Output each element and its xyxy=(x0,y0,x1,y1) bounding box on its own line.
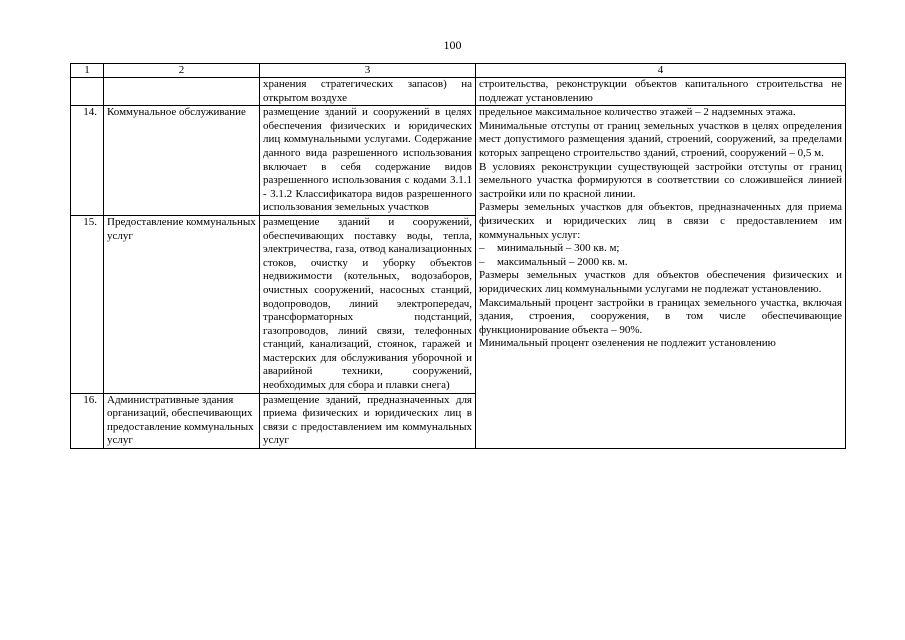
use-description xyxy=(260,106,476,216)
page-number: 100 xyxy=(443,38,462,52)
use-description-text: размещение зданий, предназначенных для приема физических и юридических лиц в связи с предоставлением им коммунальных услуг xyxy=(263,393,472,447)
use-name xyxy=(104,78,260,106)
row-number xyxy=(71,78,104,106)
use-description-text: размещение зданий и сооружений, обеспечивающих поставку воды, тепла, электричества, газа, отвод канализационных стоков, очистку и уборку объектов недвижимости (котельных, водозаборов, очистных сооружений, насосных станций, водопроводов, линий электропередач, трансформаторных подстанций, газопроводов, линий связи, телефонных станций, канализаций, стоянок, гаражей и мастерских для обслуживания уборочной и аварийной техники, сооружений, необходимых для сбора и плавки снега) xyxy=(263,215,472,392)
table-row xyxy=(71,106,846,216)
row-number: 15. xyxy=(71,215,104,393)
use-name: Предоставление коммунальных услуг xyxy=(104,215,260,393)
max-floors-text: предельное максимальное количество этажей – 2 надземных этажа. xyxy=(479,106,796,119)
plot-size-not-set-text: Размеры земельных участков для объектов обеспечения физических и юридических лиц коммунальными услугами не подлежат установлению. xyxy=(479,269,842,295)
use-description xyxy=(260,393,476,448)
use-description-text: размещение зданий и сооружений в целях обеспечения физических и юридических лиц коммунальными услугами. Содержание данного вида разрешенного использования включает в себя содержание видов разрешенного использования с кодами 3.1.1 - 3.1.2 Классификатора видов разрешенного использования земельных участков xyxy=(263,106,472,214)
use-description xyxy=(260,215,476,393)
row-number: 14. xyxy=(71,106,104,216)
use-description: хранения стратегических запасов) на открытом воздухе xyxy=(260,78,476,106)
use-name: Административные здания организаций, обеспечивающих предоставление коммунальных услуг xyxy=(104,393,260,448)
header-cell-4: 4 xyxy=(476,64,846,78)
row-number: 16. xyxy=(71,393,104,448)
min-greenery-text: Минимальный процент озеленения не подлежит установлению xyxy=(479,337,776,350)
min-setback-text: Минимальные отступы от границ земельных участков в целях определения мест допустимого размещения зданий, строений, сооружений, за пределами которых запрещено строительство зданий, строений, сооружений – 0,5 м. xyxy=(479,119,842,159)
use-parameters xyxy=(476,106,846,449)
dash-marker: – xyxy=(479,242,485,255)
permitted-use-table xyxy=(70,63,846,449)
header-cell-1: 1 xyxy=(71,64,104,78)
use-parameters: строительства, реконструкции объектов капитального строительства не подлежат установлению xyxy=(476,78,846,106)
use-name: Коммунальное обслуживание xyxy=(104,106,260,216)
table-header-row xyxy=(71,64,846,78)
table-row-continuation xyxy=(71,78,846,106)
list-item xyxy=(479,242,842,256)
min-plot-size: минимальный – 300 кв. м; xyxy=(497,242,620,255)
max-coverage-text: Максимальный процент застройки в границах земельного участка, включая здания, строения, сооружения, в том числе обеспечивающие функционирование объекта – 90%. xyxy=(479,296,842,336)
header-cell-2: 2 xyxy=(104,64,260,78)
max-plot-size: максимальный – 2000 кв. м. xyxy=(497,255,628,268)
list-item xyxy=(479,256,842,270)
dash-marker: – xyxy=(479,255,485,268)
reconstruction-setback-text: В условиях реконструкции существующей застройки отступы от границ земельного участка формируются в соответствии со сложившейся линией застройки или по красной линии. xyxy=(479,160,842,200)
header-cell-3: 3 xyxy=(260,64,476,78)
plot-size-text: Размеры земельных участков для объектов, предназначенных для приема физических и юридических лиц в связи с предоставлением им коммунальных услуг: xyxy=(479,201,842,241)
